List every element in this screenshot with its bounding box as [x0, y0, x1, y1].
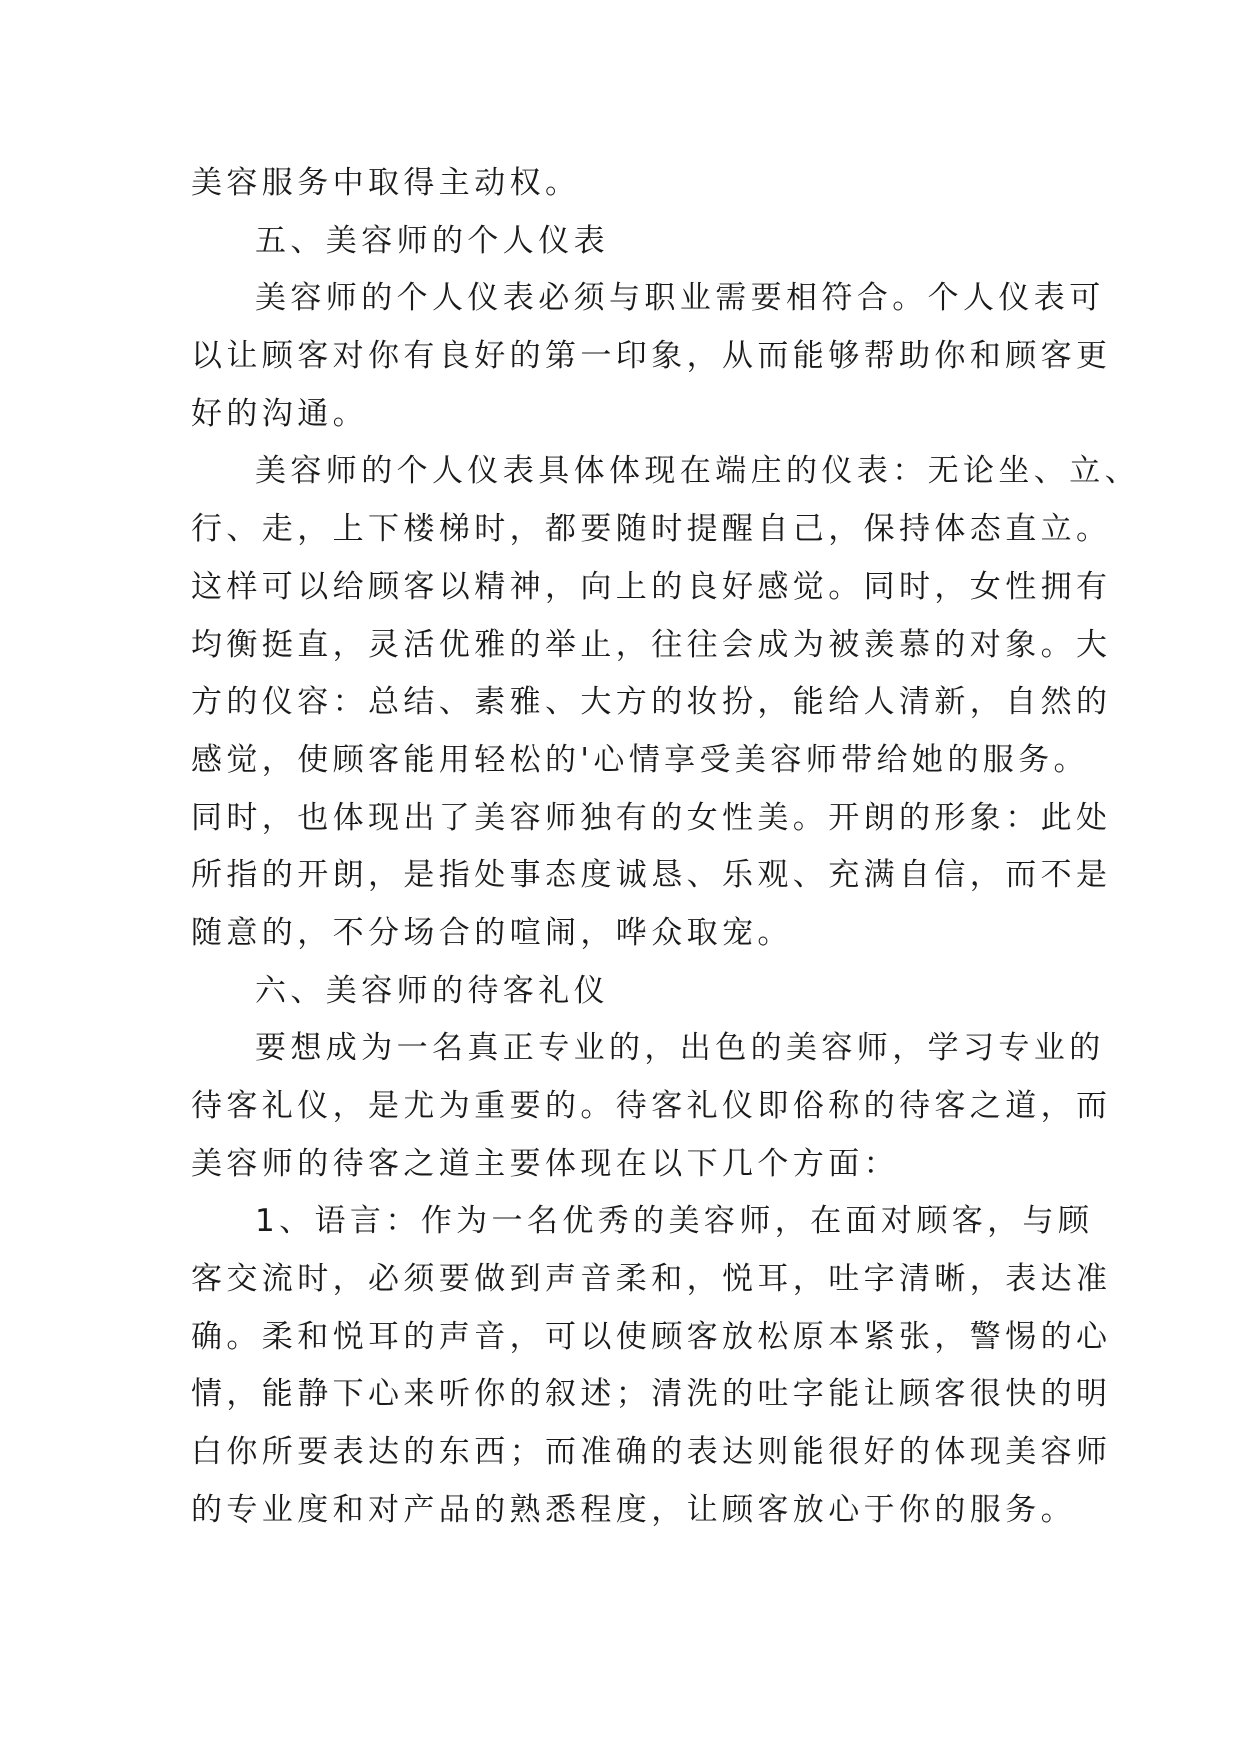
- text-line: 美容师的个人仪表必须与职业需要相符合。个人仪表可: [255, 280, 1105, 317]
- text-line: 随意的，不分场合的喧闹，哗众取宠。: [191, 914, 793, 951]
- body-text: [191, 155, 1140, 1540]
- text-line: 行、走，上下楼梯时，都要随时提醒自己，保持体态直立。: [191, 511, 1112, 548]
- text-line: 六、美容师的待客礼仪: [255, 972, 609, 1009]
- text-line: 白你所要表达的东西；而准确的表达则能很好的体现美容师: [191, 1434, 1112, 1471]
- text-line: 待客礼仪，是尤为重要的。待客礼仪即俗称的待客之道，而: [191, 1088, 1112, 1124]
- text-line: 1、语言：作为一名优秀的美容师，在面对顾客，与顾: [255, 1203, 1094, 1240]
- text-line: 同时，也体现出了美容师独有的女性美。开朗的形象：此处: [191, 799, 1112, 836]
- text-line: 美容服务中取得主动权。: [191, 165, 581, 201]
- text-line: 好的沟通。: [191, 395, 368, 432]
- text-line: 以让顾客对你有良好的第一印象，从而能够帮助你和顾客更: [191, 338, 1112, 375]
- text-line: 均衡挺直，灵活优雅的举止，往往会成为被羡慕的对象。大: [191, 626, 1112, 663]
- text-line: 所指的开朗，是指处事态度诚恳、乐观、充满自信，而不是: [191, 857, 1112, 894]
- text-line: 客交流时，必须要做到声音柔和，悦耳，吐字清晰，表达准: [191, 1261, 1112, 1298]
- text-line: 美容师的个人仪表具体体现在端庄的仪表：无论坐、立、: [255, 453, 1140, 490]
- text-line: 美容师的待客之道主要体现在以下几个方面：: [191, 1145, 899, 1182]
- text-line: 感觉，使顾客能用轻松的'心情享受美容师带给她的服务。: [191, 741, 1089, 778]
- text-line: 的专业度和对产品的熟悉程度，让顾客放心于你的服务。: [191, 1491, 1076, 1528]
- text-line: 情，能静下心来听你的叙述；清洗的吐字能让顾客很快的明: [191, 1376, 1112, 1413]
- text-line: 五、美容师的个人仪表: [255, 222, 609, 259]
- text-line: 方的仪容：总结、素雅、大方的妆扮，能给人清新，自然的: [191, 684, 1112, 721]
- text-line: 这样可以给顾客以精神，向上的良好感觉。同时，女性拥有: [191, 568, 1112, 605]
- text-line: 要想成为一名真正专业的，出色的美容师，学习专业的: [255, 1030, 1105, 1067]
- text-line: 确。柔和悦耳的声音，可以使顾客放松原本紧张，警惕的心: [191, 1318, 1112, 1355]
